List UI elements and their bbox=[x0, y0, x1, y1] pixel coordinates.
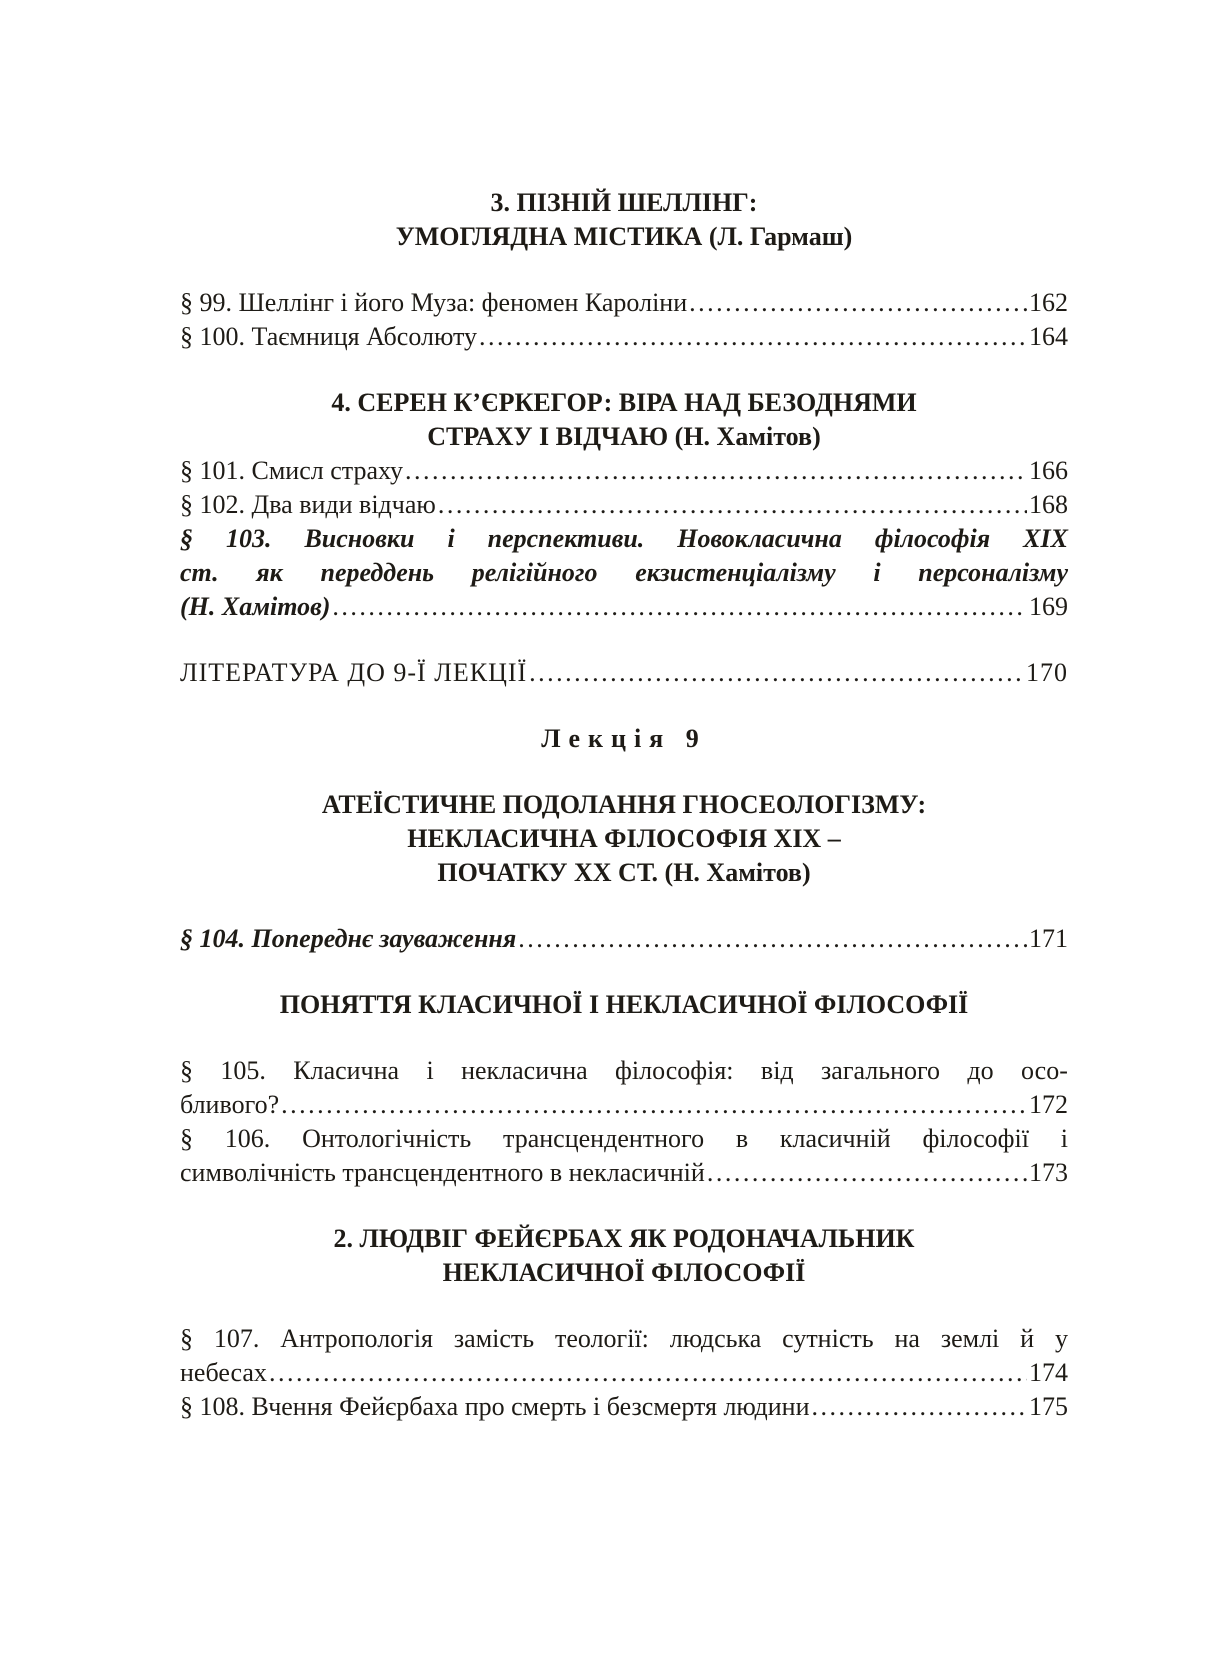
heading-line: ПОНЯТТЯ КЛАСИЧНОЇ І НЕКЛАСИЧНОЇ ФІЛОСОФІЇ bbox=[279, 990, 969, 1019]
section-heading bbox=[180, 788, 1068, 890]
entry-group bbox=[180, 286, 1068, 354]
entry-text: бливого? bbox=[180, 1090, 280, 1119]
entry-word: землі bbox=[940, 1324, 1000, 1353]
heading-line: НЕКЛАСИЧНА ФІЛОСОФІЯ XIX – bbox=[407, 824, 841, 853]
entry-word: класичній bbox=[779, 1124, 891, 1153]
entry-word: ст. bbox=[180, 558, 219, 587]
page-number: 168 bbox=[1029, 490, 1068, 519]
entry-word: загального bbox=[821, 1056, 941, 1085]
heading-line: 2. ЛЮДВІГ ФЕЙЄРБАХ ЯК РОДОНАЧАЛЬНИК bbox=[333, 1224, 915, 1253]
toc-content bbox=[180, 186, 1068, 1424]
entry-word: на bbox=[894, 1324, 920, 1353]
entry-text: § 100. Таємниця Абсолюту bbox=[180, 322, 478, 351]
entry-text: § 102. Два види відчаю bbox=[180, 490, 436, 519]
entry-word: як bbox=[256, 558, 283, 587]
entry-word: 105. bbox=[220, 1056, 266, 1085]
entry-word: перспективи. bbox=[487, 524, 645, 553]
entry-word: § bbox=[180, 1324, 193, 1353]
entry-word: § bbox=[180, 1056, 193, 1085]
page-number: 175 bbox=[1029, 1392, 1068, 1421]
page-number: 170 bbox=[1026, 658, 1068, 687]
entry-line bbox=[180, 286, 1068, 320]
page-number: 172 bbox=[1029, 1090, 1068, 1119]
heading-line: ПОЧАТКУ XX СТ. (Н. Хамітов) bbox=[437, 858, 811, 887]
entry-word: Висновки bbox=[304, 524, 415, 553]
entry-word: замість bbox=[453, 1324, 535, 1353]
entry-word: і bbox=[447, 524, 455, 553]
entry-text: § 108. Вчення Фейєрбаха про смерть і безсмертя людини bbox=[180, 1392, 810, 1421]
entry-word: теології: bbox=[555, 1324, 649, 1353]
entry-group bbox=[180, 656, 1068, 690]
toc-entry bbox=[180, 320, 1068, 354]
page-number: 174 bbox=[1029, 1358, 1068, 1387]
toc-entry bbox=[180, 454, 1068, 488]
entry-line-justified bbox=[180, 522, 1068, 556]
page-number: 171 bbox=[1029, 924, 1068, 953]
dot-leader bbox=[281, 1088, 1027, 1122]
page-number: 169 bbox=[1029, 592, 1068, 621]
entry-word: 103. bbox=[225, 524, 272, 553]
entry-line bbox=[180, 590, 1068, 624]
entry-line bbox=[180, 320, 1068, 354]
entry-group bbox=[180, 922, 1068, 956]
section-heading bbox=[180, 988, 1068, 1022]
dot-leader bbox=[479, 320, 1027, 354]
heading-line: АТЕЇСТИЧНЕ ПОДОЛАННЯ ГНОСЕОЛОГІЗМУ: bbox=[321, 790, 927, 819]
entry-word: в bbox=[735, 1124, 749, 1153]
entry-line bbox=[180, 454, 1068, 488]
entry-text: небесах bbox=[180, 1358, 267, 1387]
toc-entry bbox=[180, 922, 1068, 956]
entry-group bbox=[180, 454, 1068, 624]
entry-word: осо- bbox=[1021, 1056, 1068, 1085]
entry-word: і bbox=[426, 1056, 434, 1085]
heading-line: 4. СЕРЕН К’ЄРКЕГОР: ВІРА НАД БЕЗОДНЯМИ bbox=[331, 388, 917, 417]
toc-entry bbox=[180, 1122, 1068, 1190]
entry-word: і bbox=[873, 558, 881, 587]
entry-line bbox=[180, 656, 1068, 690]
entry-line-justified bbox=[180, 1122, 1068, 1156]
heading-line: УМОГЛЯДНА МІСТИКА (Л. Гармаш) bbox=[395, 222, 853, 251]
toc-entry bbox=[180, 656, 1068, 690]
entry-word: трансцендентного bbox=[503, 1124, 705, 1153]
toc-entry bbox=[180, 1390, 1068, 1424]
dot-leader bbox=[707, 1156, 1027, 1190]
entry-line bbox=[180, 1390, 1068, 1424]
page-number: 166 bbox=[1029, 456, 1068, 485]
entry-word: Антропологія bbox=[280, 1324, 434, 1353]
entry-line bbox=[180, 1088, 1068, 1122]
entry-text: § 104. Попереднє зауваження bbox=[180, 924, 517, 953]
entry-word: некласична bbox=[461, 1056, 588, 1085]
toc-entry bbox=[180, 522, 1068, 624]
entry-word: § bbox=[180, 1124, 193, 1153]
entry-line-justified bbox=[180, 1054, 1068, 1088]
dot-leader bbox=[518, 922, 1027, 956]
entry-word: філософії bbox=[922, 1124, 1029, 1153]
entry-word: і bbox=[1060, 1124, 1068, 1153]
section-heading bbox=[180, 186, 1068, 254]
entry-word: філософія: bbox=[615, 1056, 734, 1085]
page-number: 173 bbox=[1029, 1158, 1068, 1187]
dot-leader bbox=[812, 1390, 1028, 1424]
heading-line: СТРАХУ І ВІДЧАЮ (Н. Хамітов) bbox=[427, 422, 821, 451]
entry-text: ЛІТЕРАТУРА ДО 9-Ї ЛЕКЦІЇ bbox=[180, 658, 528, 687]
entry-line bbox=[180, 488, 1068, 522]
entry-line-justified bbox=[180, 556, 1068, 590]
toc-entry bbox=[180, 488, 1068, 522]
entry-text: символічність трансцендентного в некласичній bbox=[180, 1158, 705, 1187]
entry-word: переддень bbox=[320, 558, 435, 587]
entry-word: персоналізму bbox=[918, 558, 1068, 587]
entry-word: Онтологічність bbox=[302, 1124, 472, 1153]
toc-entry bbox=[180, 1322, 1068, 1390]
entry-word: XIX bbox=[1023, 524, 1068, 553]
entry-word: екзистенціалізму bbox=[635, 558, 836, 587]
entry-line bbox=[180, 922, 1068, 956]
entry-word: у bbox=[1054, 1324, 1068, 1353]
dot-leader bbox=[529, 656, 1024, 690]
entry-word: до bbox=[967, 1056, 994, 1085]
entry-word: 107. bbox=[213, 1324, 260, 1353]
entry-line-justified bbox=[180, 1322, 1068, 1356]
entry-group bbox=[180, 1322, 1068, 1424]
entry-word: Новокласична bbox=[677, 524, 842, 553]
toc-entry bbox=[180, 1054, 1068, 1122]
entry-word: сутність bbox=[782, 1324, 874, 1353]
dot-leader bbox=[689, 286, 1027, 320]
heading-line: 3. ПІЗНІЙ ШЕЛЛІНГ: bbox=[490, 188, 758, 217]
entry-text: § 99. Шеллінг і його Муза: феномен Кароліни bbox=[180, 288, 688, 317]
entry-word: релігійного bbox=[471, 558, 598, 587]
entry-word: 106. bbox=[224, 1124, 271, 1153]
entry-word: людська bbox=[669, 1324, 762, 1353]
entry-group bbox=[180, 1054, 1068, 1190]
entry-word: від bbox=[760, 1056, 794, 1085]
heading-line: НЕКЛАСИЧНОЇ ФІЛОСОФІЇ bbox=[442, 1258, 806, 1287]
entry-word: й bbox=[1020, 1324, 1035, 1353]
dot-leader bbox=[438, 488, 1027, 522]
dot-leader bbox=[269, 1356, 1027, 1390]
entry-word: § bbox=[180, 524, 193, 553]
entry-text: (Н. Хамітов) bbox=[180, 592, 331, 621]
dot-leader bbox=[332, 590, 1027, 624]
page-number: 162 bbox=[1029, 288, 1068, 317]
entry-word: філософія bbox=[874, 524, 991, 553]
page-number: 164 bbox=[1029, 322, 1068, 351]
toc-entry bbox=[180, 286, 1068, 320]
section-heading bbox=[180, 386, 1068, 454]
entry-line bbox=[180, 1156, 1068, 1190]
lecture-title bbox=[180, 722, 1068, 756]
entry-text: § 101. Смисл страху bbox=[180, 456, 403, 485]
section-heading bbox=[180, 1222, 1068, 1290]
entry-word: Класична bbox=[293, 1056, 400, 1085]
heading-line: Лекція 9 bbox=[541, 724, 707, 753]
entry-line bbox=[180, 1356, 1068, 1390]
dot-leader bbox=[405, 454, 1027, 488]
